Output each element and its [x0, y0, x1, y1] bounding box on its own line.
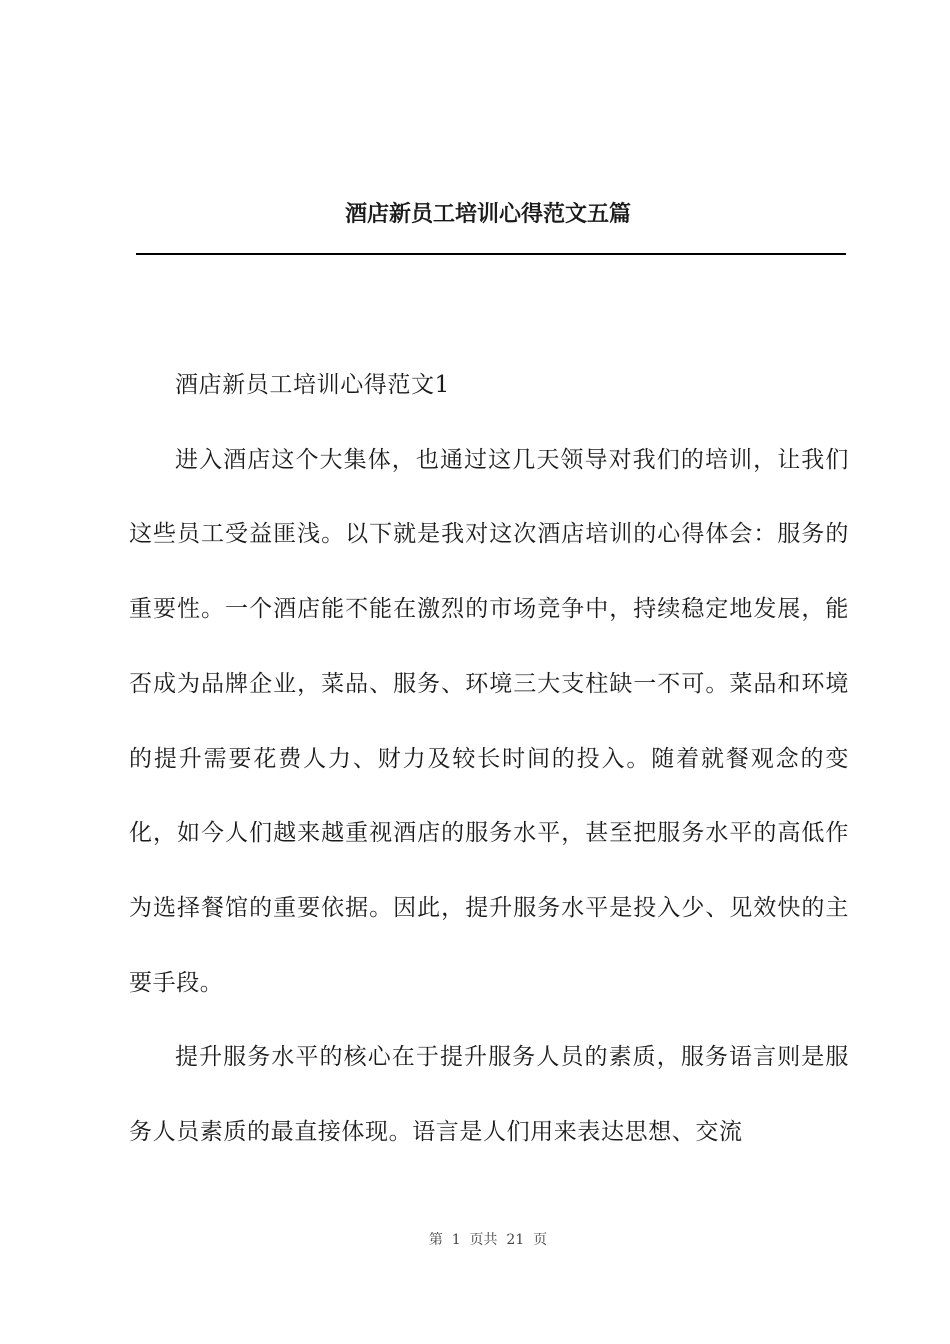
document-title: 酒店新员工培训心得范文五篇 [344, 201, 631, 227]
section-heading: 酒店新员工培训心得范文1 [175, 372, 450, 398]
title-divider [136, 253, 846, 255]
body-paragraph: 进入酒店这个大集体，也通过这几天领导对我们的培训，让我们这些员工受益匪浅。以下就是我对这次酒店培训的心得体会：服务的重要性。一个酒店能不能在激烈的市场竞争中，持续稳定地发展，能否成为品牌企业，菜品、服务、环境三大支柱缺一不可。菜品和环境的提升需要花费人力、财力及较长时间的投入。随着就餐观念的变化，如今人们越来越重视酒店的服务水平，甚至把服务水平的高低作为选择餐馆的重要依据。因此，提升服务水平是投入少、见效快的主要手段。 [129, 446, 849, 996]
body-paragraph: 提升服务水平的核心在于提升服务人员的素质，服务语言则是服务人员素质的最直接体现。语言是人们用来表达思想、交流 [129, 1044, 849, 1146]
page-number-footer: 第 1 页共 21 页 [428, 1232, 548, 1248]
document-body [129, 348, 849, 1170]
